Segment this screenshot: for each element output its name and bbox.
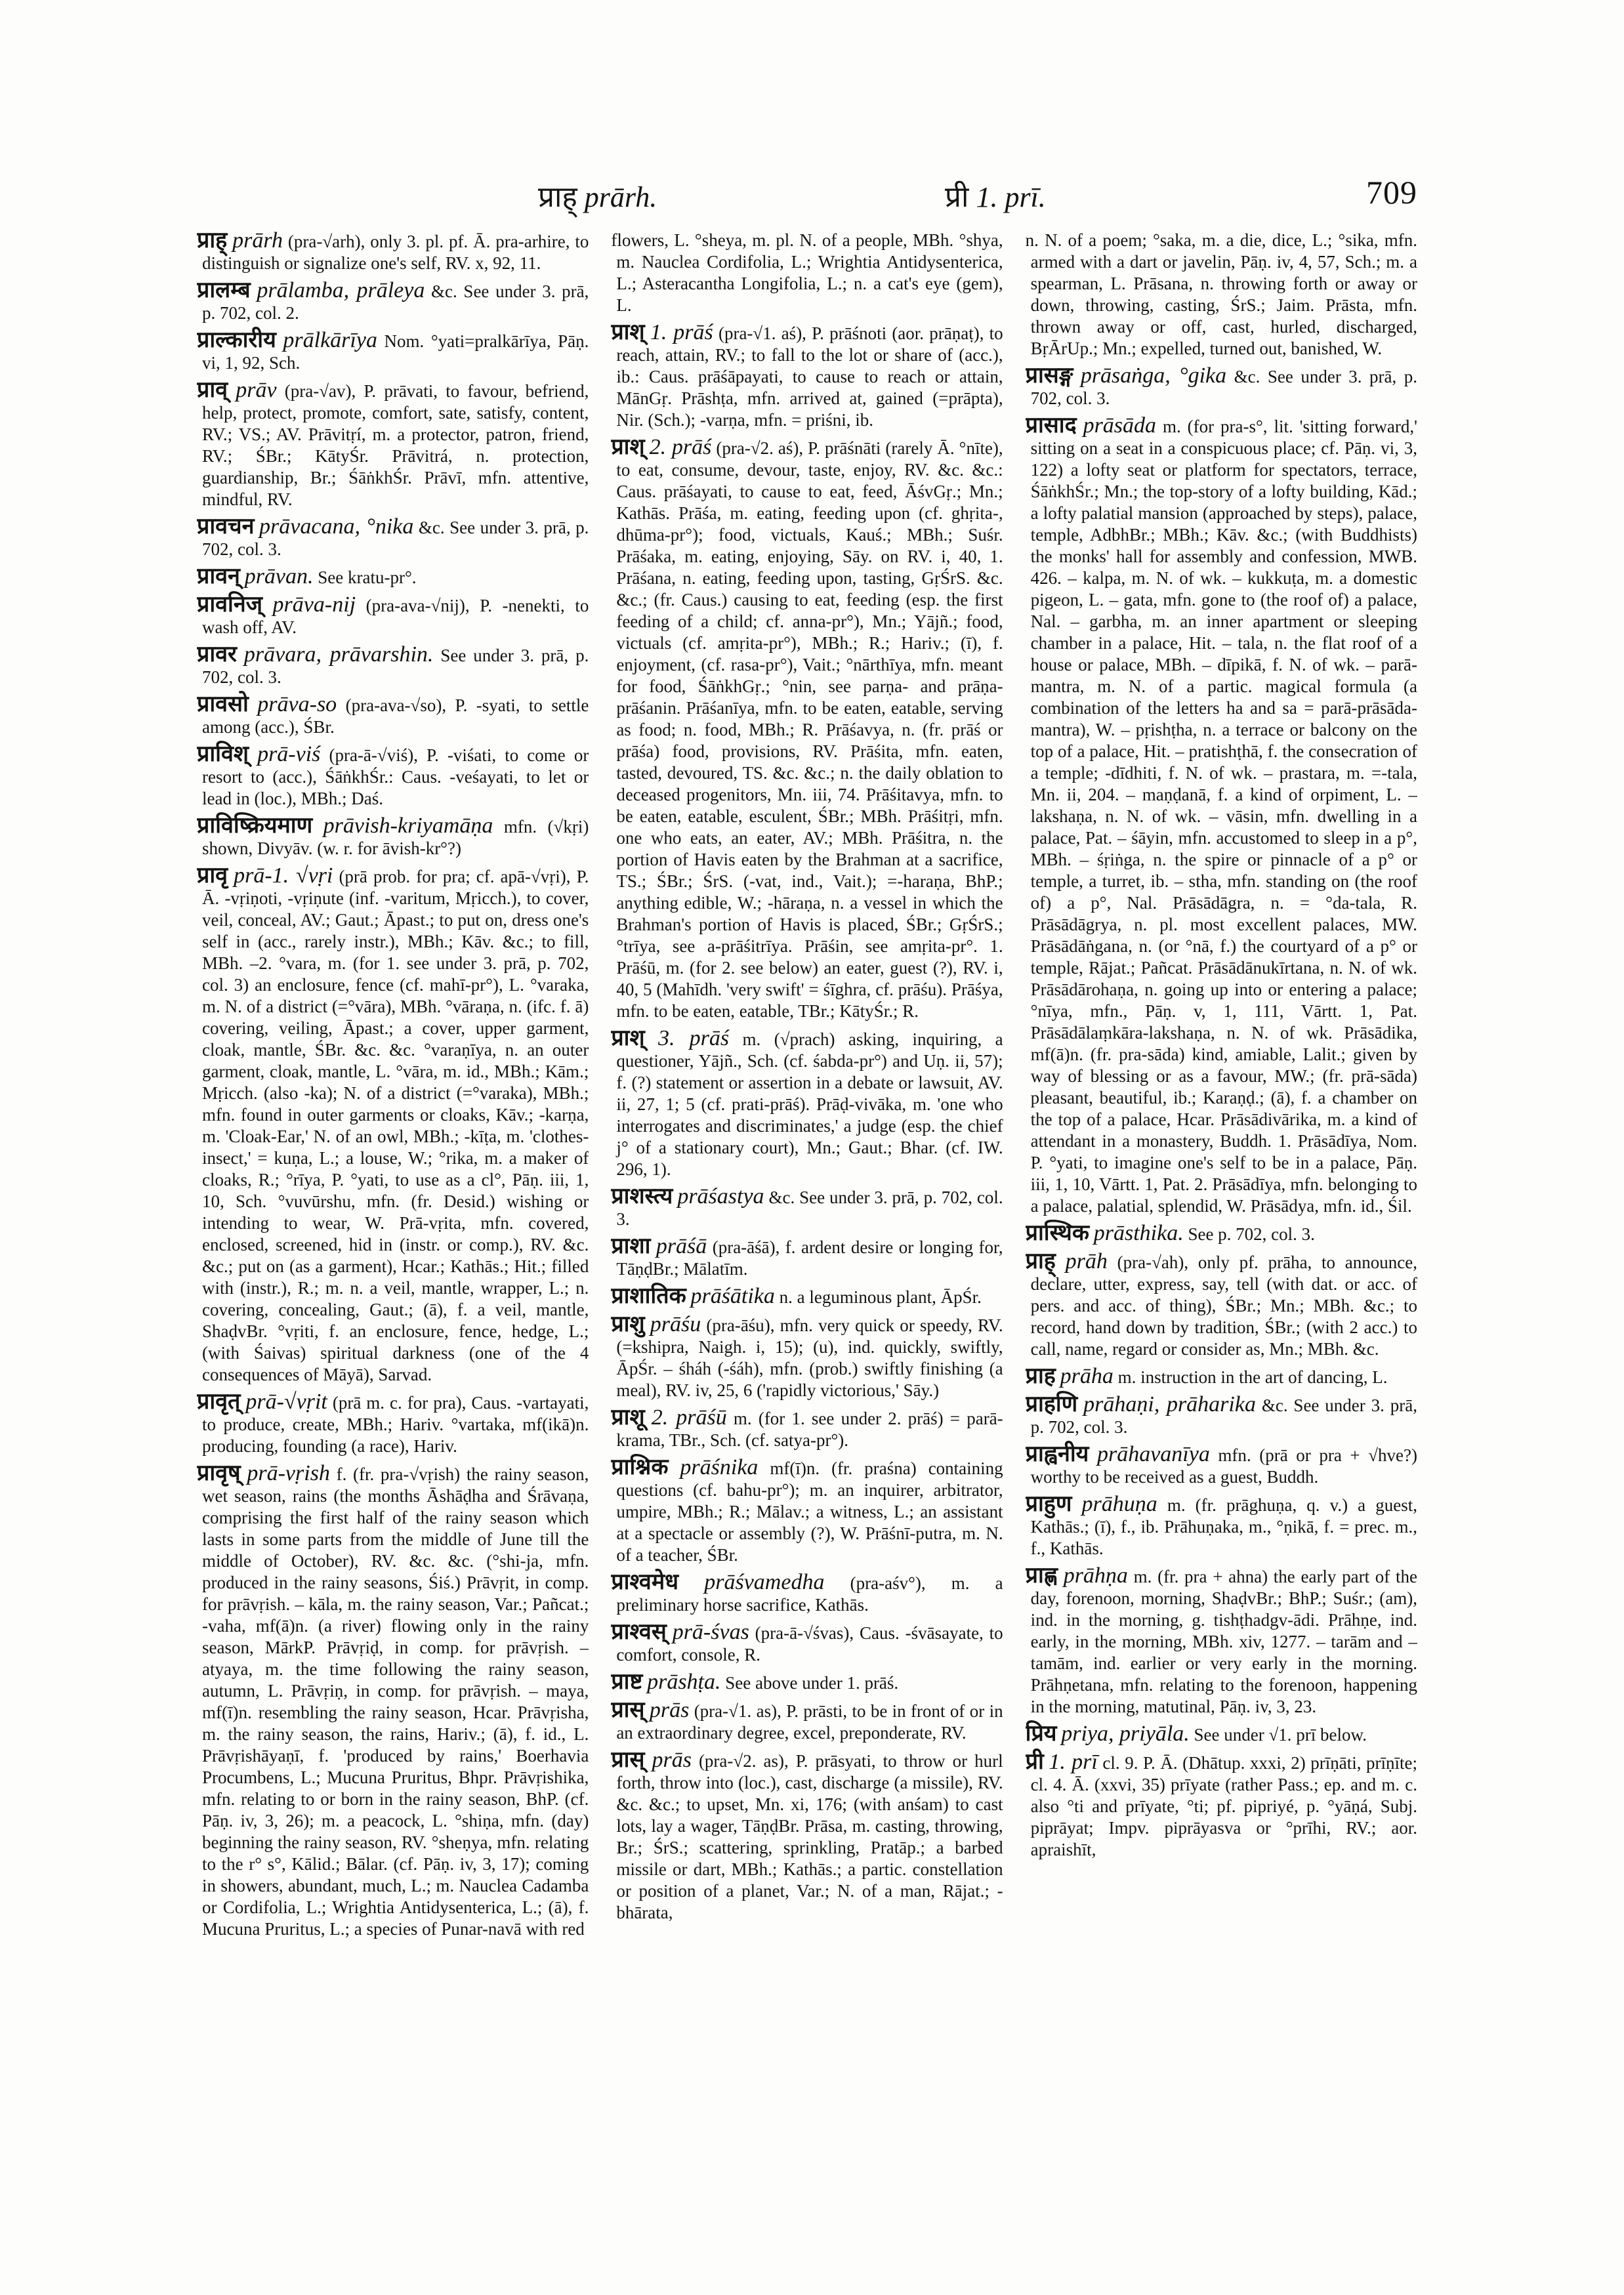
entry-definition: mfn. (√kṛi) shown, Divyāv. (w. r. for āvish-kr°?) [202,817,589,858]
entry-headword: प्रावसो [197,692,249,716]
entry-transliteration: prāh [1065,1249,1108,1273]
dictionary-entry [611,1571,1003,1616]
entry-headword: प्राश्निक [611,1455,669,1479]
dictionary-entry [611,1235,1003,1280]
entry-headword: प्राह् [197,230,228,253]
entry-definition: &c. See under 3. prā, p. 702, col. 3. [616,1188,1003,1229]
entry-headword: प्रास्थिक [1025,1221,1089,1245]
dictionary-entry [197,743,589,810]
entry-headword: प्रावनिज् [197,592,262,617]
entry-headword: प्रास् [611,1748,645,1772]
dictionary-entry [1026,1365,1417,1388]
entry-transliteration: prās [652,1748,692,1772]
entry-headword: प्राश् [611,435,645,459]
dictionary-entry [611,1407,1003,1451]
entry-definition: m. instruction in the art of dancing, L. [1117,1367,1388,1387]
entry-headword: प्राविश् [197,742,249,766]
entry-headword: प्राह्वनीय [1025,1442,1089,1466]
entry-transliteration: prālamba, prāleya [257,278,425,302]
entry-headword: प्राश् [611,1026,645,1050]
entry-definition: (pra-√ah), only pf. prāha, to announce, declare, utter, express, say, tell (with dat. or acc. of pers. and acc. of thing), ŚBr.; Mn.; MBh. &c.; to record, hand down by tradition, ŚBr.; (with 2 acc.) to call, name, regard or consider as, Mn.; MBh. &c. [1030,1252,1417,1359]
entry-headword: प्रासाद [1025,413,1077,438]
dictionary-entry [1026,1251,1417,1360]
entry-headword: प्रालम्ब [197,278,251,302]
entry-headword: प्रासङ्ग [1025,363,1073,388]
dictionary-entry [1026,230,1417,360]
dictionary-entry [197,379,589,510]
entry-transliteration: prāśnika [680,1455,759,1479]
entry-transliteration: prārh [232,230,283,253]
entry-headword: प्राशातिक [611,1284,686,1308]
entry-headword: प्रावृ [197,863,228,888]
dictionary-entry [1026,1443,1417,1488]
entry-definition: m. (√prach) asking, inquiring, a questioner, Yājñ., Sch. (cf. śabda-pr°) and Uṇ. ii, 57); f. (?) statement or assertion in a debate or lawsuit, AV. ii, 27, 1; 5 (cf. prati-prāś). Prāḍ-vivāka, m. 'one who interrogates and discriminates,' a judge (esp. the chief j° of a stationary court), Mn.; Gaut.; Bhar. (cf. IW. 296, 1). [616,1029,1003,1179]
entry-definition: See under 3. prā, p. 702, col. 3. [202,646,589,687]
entry-definition: (prā m. c. for pra), Caus. -vartayati, to produce, create, MBh.; Hariv. °vartaka, mf(ikā)n. producing, founding (a race), Hariv. [202,1393,589,1456]
entry-headword: प्री [1025,1750,1044,1774]
dictionary-entry [197,1462,589,1940]
entry-transliteration: prāvara, prāvarshin. [243,642,434,667]
entry-definition: See kratu-pr°. [318,568,417,587]
entry-headword: प्रास् [611,1698,645,1722]
dictionary-entry [1026,365,1417,409]
entry-transliteration: prāva-so [257,692,337,716]
entry-headword: प्राहुण [1025,1492,1072,1516]
entry-definition: mfn. (prā or pra + √hve?) worthy to be received as a guest, Buddh. [1030,1445,1417,1487]
entry-headword: प्राह्ण [1025,1563,1058,1588]
running-head-center-deva: प्री [945,181,969,213]
entry-definition: See above under 1. prāś. [725,1673,899,1693]
entry-headword: प्रावर [197,642,237,667]
running-head-left [538,176,657,215]
dictionary-entry [611,1313,1003,1401]
entry-transliteration: prā-viś [257,742,321,766]
entry-transliteration: prāvan. [244,564,314,589]
dictionary-entry [611,1457,1003,1566]
entry-transliteration: prāhaṇi, prāharika [1083,1392,1256,1416]
dictionary-entry [1026,1493,1417,1560]
entry-headword: प्राहणि [1025,1392,1078,1416]
entry-transliteration: 1. prāś [650,320,713,344]
dictionary-entry [1026,415,1417,1217]
dictionary-entry [611,1749,1003,1924]
dictionary-entry [197,516,589,560]
entry-transliteration: prāshṭa. [647,1670,721,1694]
dictionary-entry [611,436,1003,1022]
entry-definition: (pra-ava-√so), P. -syati, to settle among (acc.), ŚBr. [202,695,589,737]
entry-headword: प्राह [1025,1364,1056,1388]
entry-headword: प्राव् [197,378,228,402]
entry-definition: cl. 9. P. Ā. (Dhātup. xxxi, 2) prīṇāti, prīṇīte; cl. 4. Ā. (xxvi, 35) prīyate (rather Pass.; ep. and m. c. also °ti and prīyate, °ti; pf. pipriyé, p. °yāṇá, Subj. piprāyat; Impv. piprāyasva or °prīhi, RV.; aor. apraishīt, [1030,1753,1417,1859]
page-header [197,176,1417,222]
entry-transliteration: prāśā [656,1234,707,1258]
running-head-left-deva: प्राह् [538,181,577,213]
entry-transliteration: prālkārīya [283,328,377,352]
entry-definition: (pra-āśā), f. ardent desire or longing for, TāṇḍBr.; Mālatīm. [616,1237,1003,1279]
entry-headword: प्राश्वस् [611,1620,667,1644]
running-head-left-translit: prārh. [584,181,657,213]
entry-definition: (pra-ā-√śvas), Caus. -śvāsayate, to comfort, console, R. [616,1623,1003,1664]
entry-definition: m. (for pra-s°, lit. 'sitting forward,' sitting on a seat in a conspicuous place; cf. Pāṇ. vi, 3, 122) a lofty seat or platform for spectators, terrace, ŚāṅkhŚr.; Mn.; the top-story of a lofty building, Kād.; a lofty palatial mansion (approached by steps), palace, temple, AdbhBr.; MBh.; Kāv. &c.; (with Buddhists) the monks' hall for assembly and confession, MWB. 426. – kalpa, m. N. of wk. – kukkuṭa, m. a domestic pigeon, L. – gata, mfn. gone to (the roof of) a palace, Nal. – garbha, m. an inner apartment or sleeping chamber in a palace, Hit. – tala, n. the flat roof of a house or palace, MBh. – dīpikā, f. N. of wk. – parā-mantra, m. N. of a partic. magical formula (a combination of the letters ha and sa = parā-prāsāda-mantra), W. – pṛishṭha, n. a terrace or balcony on the top of a palace, Hit. – pratishṭhā, f. the consecration of a temple; -dīdhiti, f. N. of wk. – prastara, m. =-tala, Mn. ii, 204. – maṇḍanā, f. a kind of orpiment, L. – lakshaṇa, n. N. of wk. – vāsin, mfn. dwelling in a palace, Pat. – śāyin, mfn. accustomed to sleep in a p°, MBh. – śṛiṅga, n. the spire or pinnacle of a p° or temple, a turret, ib. – stha, mfn. standing on (the roof of) a p°, Nal. Prāsādāgra, n. = °da-tala, R. Prāsādāgrya, n. pl. most excellent palaces, MW. Prāsādāṅgana, n. (or °nā, f.) the courtyard of a p° or temple, Rājat.; Pañcat. Prāsādānukīrtana, n. N. of wk. Prāsādārohaṇa, n. going up into or entering a palace; °nīya, mfn., Pāṇ. v, 1, 111, Vārtt. 1, Pat. Prāsādālaṃkāra-lakshaṇa, n. N. of wk. Prāsādika, mf(ā)n. (fr. pra-sāda) kind, amiable, Lalit.; given by way of blessing or as a favour, MW.; (fr. prā-sāda) pleasant, beautiful, ib.; Karaṇḍ.; (ā), f. a chamber on the top of a palace, Hcar. Prāsādivārika, m. a kind of attendant in a monastery, Buddh. 1. Prāsādīya, Nom. P. °yati, to imagine one's self to be in a palace, Pāṇ. iii, 1, 10, Vārtt. 1, Pat. 2. Prāsādīya, mfn. belonging to a palace, palatial, splendid, W. Prāsādya, mfn. id., Śil. [1030,417,1417,1216]
entry-definition: &c. See under 3. prā, p. 702, col. 3. [1030,367,1417,408]
dictionary-entry [611,321,1003,431]
entry-headword: प्राशस्त्य [611,1184,673,1209]
running-head-center-translit: 1. prī. [976,181,1046,213]
entry-headword: प्रावृत् [197,1390,241,1414]
entry-definition: mf(ī)n. (fr. praśna) containing questions (cf. bahu-pr°); m. an inquirer, arbitrator, umpire, MBh.; R.; Mālav.; a witness, L.; an assistant at a spectacle or assembly (?), W. Prāśnī-putra, m. N. of a teacher, ŚBr. [616,1458,1003,1565]
entry-transliteration: priya, priyāla. [1061,1722,1190,1746]
entry-definition: &c. See under 3. prā, p. 702, col. 3. [1030,1396,1417,1437]
entry-transliteration: prās [649,1698,690,1722]
entry-headword: प्रिय [1025,1722,1057,1746]
entry-transliteration: prā-√vṛit [245,1390,327,1414]
dictionary-entry [611,1186,1003,1230]
entry-definition: m. (fr. prāghuṇa, q. v.) a guest, Kathās.; (ī), f., ib. Prāhuṇaka, m., °ṇikā, f. = prec. m., f., Kathās. [1030,1495,1417,1558]
column-middle [611,230,1003,2198]
entry-definition: n. N. of a poem; °saka, m. a die, dice, L.; °sika, mfn. armed with a dart or javelin, Pāṇ. iv, 4, 57, Sch.; m. a spearman, L. Prāsana, n. throwing forth or away or down, throwing, casting, ŚrS.; Jaim. Prāsta, mfn. thrown away or off, cast, hurled, discharged, BṛĀrUp.; Mn.; expelled, turned out, banished, W. [1025,230,1417,358]
dictionary-entry [197,693,589,738]
dictionary-entry [611,1285,1003,1308]
dictionary-entry [1026,1222,1417,1245]
entry-definition: (pra-ā-√viś), P. -viśati, to come or resort to (acc.), ŚāṅkhŚr.: Caus. -veśayati, to let or lead in (loc.), MBh.; Daś. [202,745,589,808]
dictionary-entry [611,1621,1003,1666]
entry-definition: &c. See under 3. prā, p. 702, col. 3. [202,518,589,559]
entry-definition: See p. 702, col. 3. [1188,1224,1315,1244]
entry-transliteration: prāsāda [1083,413,1157,438]
dictionary-entry [1026,1565,1417,1718]
entry-definition: (pra-ava-√nij), P. -nenekti, to wash off, AV. [202,596,589,637]
entry-headword: प्रावृष् [197,1461,241,1485]
entry-headword: प्रावचन [197,514,255,539]
entry-transliteration: prāvish-kriyamāṇa [323,814,493,838]
dictionary-entry [1026,1394,1417,1438]
entry-transliteration: prā-śvas [672,1620,749,1644]
entry-transliteration: prāśu [650,1312,701,1336]
entry-definition: f. (fr. pra-√vṛish) the rainy season, wet season, rains (the months Āshāḍha and Śrāvaṇa, comprising the first half of the rainy season which lasts in some parts from the middle of June till the middle of October), RV. &c. &c. (°shi-ja, mfn. produced in the rainy seasons, Śiś.) Prāvṛit, in comp. for prāvṛish. – kāla, m. the rainy season, Var.; Pañcat.; -vaha, mf(ā)n. (a river) flowing only in the rainy season, MārkP. Prāvṛiḍ, in comp. for prāvṛish. – atyaya, m. the time following the rainy season, autumn, L. Prāvṛiṇ, in comp. for prāvṛish. – maya, mf(ī)n. resembling the rainy season, Hcar. Prāvṛisha, m. the rainy season, the rains, Hariv.; (ā), f. id., L. Prāvṛishāyaṇī, f. 'produced by rains,' Boerhavia Procumbens, L.; Mucuna Pruritus, Bhpr. Prāvṛishika, mfn. relating to or born in the rainy season, BhP. (cf. Pāṇ. iv, 3, 26); m. a peacock, L. °shiṇa, mfn. (day) beginning the rainy season, RV. °sheṇya, mfn. relating to the r° s°, Kālid.; Bālar. (cf. Pāṇ. iv, 3, 17); coming in showers, abundant, much, L.; m. Nauclea Cadamba or Cordifolia, L.; Wrightia Antidysenterica, L.; (ā), f. Mucuna Pruritus, L.; a species of Punar-navā with red [202,1464,589,1939]
entry-definition: (pra-aśv°), m. a preliminary horse sacrifice, Kathās. [616,1573,1003,1615]
entry-definition: See under √1. prī below. [1194,1725,1367,1745]
entry-headword: प्राश्वमेध [611,1570,679,1594]
dictionary-entry [1026,1751,1417,1861]
entry-transliteration: prā-1. √vṛi [234,863,333,888]
entry-headword: प्राशु [611,1312,645,1336]
entry-headword: प्राशा [611,1234,651,1258]
dictionary-columns [197,230,1417,2198]
entry-transliteration: prāha [1060,1364,1114,1388]
entry-transliteration: 2. prāśū [651,1405,727,1430]
dictionary-entry [611,1027,1003,1180]
entry-transliteration: prāhavanīya [1096,1442,1210,1466]
entry-transliteration: prāsaṅga, °gika [1080,363,1227,388]
entry-headword: प्राष्ट [611,1670,643,1694]
entry-definition: Nom. °yati=pralkārīya, Pāṇ. vi, 1, 92, Sch. [202,331,589,373]
entry-definition: (prā prob. for pra; cf. apā-√vṛi), P. Ā. -vṛiṇoti, -vṛiṇute (inf. -varitum, Mṛicch.), to cover, veil, conceal, AV.; Gaut.; Āpast.; to put on, dress one's self in (acc., rarely instr.), MBh.; Kāv. &c.; to fill, MBh. –2. °vara, m. (for 1. see under 3. prā, p. 702, col. 3) an enclosure, fence (cf. mahī-pr°), L. °varaka, m. N. of a district (=°vāra), MBh. °vāraṇa, n. (ifc. f. ā) covering, veiling, Āpast.; a cover, upper garment, cloak, mantle, ŚBr. &c. &c. °varaṇīya, n. an outer garment, cloak, mantle, L. °vāra, m. id., MBh.; Kām.; Mṛicch. (also -ka); N. of a district (=°varaka), MBh.; mfn. found in outer garments or cloaks, Kāv.; -karṇa, m. 'Cloak-Ear,' N. of an owl, MBh.; -kīṭa, m. 'clothes-insect,' = kuṇa, L.; a louse, W.; °rika, m. a maker of cloaks, R.; °rīya, P. °yati, to use as a cl°, Pāṇ. iii, 1, 10, Sch. °vuvūrshu, mfn. (fr. Desid.) wishing or intending to wear, W. Prā-vṛita, mfn. covered, enclosed, screened, hid in (instr. or comp.), RV. &c. &c.; put on (as a garment), Hcar.; Kathās.; Hit.; filled with (instr.), R.; m. n. a veil, mantle, wrapper, L.; n. covering, concealing, Gaut.; (ā), f. a veil, mantle, ShaḍvBr. °vṛiti, f. an enclosure, fence, hedge, L.; (with Śaivas) spiritual darkness (one of the 4 consequences of Māyā), Sarvad. [202,867,589,1384]
entry-transliteration: prāvacana, °nika [259,514,414,539]
entry-transliteration: prāva-nij [272,592,356,617]
entry-definition: (pra-√av), P. prāvati, to favour, befriend, help, protect, promote, comfort, sate, satisfy, content, RV.; VS.; AV. Prāvitṛí, m. a protector, patron, friend, RV.; ŚBr.; KātyŚr. Prāvitrá, n. protection, guardianship, Br.; ŚāṅkhŚr. Prāvī, mfn. attentive, mindful, RV. [202,381,589,509]
dictionary-entry [611,230,1003,316]
entry-headword: प्राल्कारीय [197,328,276,352]
entry-definition: (pra-āśu), mfn. very quick or speedy, RV. (=kshipra, Naigh. i, 15); (u), ind. quickly, swiftly, ĀpŚr. – śháh (-śáh), mfn. (prob.) swiftly finishing (a meal), RV. iv, 25, 6 ('rapidly victorious,' Sāy.) [616,1315,1003,1400]
dictionary-entry [197,279,589,324]
dictionary-entry [611,1699,1003,1744]
entry-definition: (pra-√1. aś), P. prāśnoti (aor. prāṇaṭ), to reach, attain, RV.; to fall to the lot or share of (acc.), ib.: Caus. prāśāpayati, to cause to reach or attain, MānGṛ. Prāshṭa, mfn. arrived at, gained (=prāpta), Nir. (Sch.); -varṇa, mfn. = priśni, ib. [616,323,1003,430]
dictionary-entry [611,1671,1003,1694]
dictionary-entry [197,865,589,1386]
running-head-center [945,176,1046,215]
entry-headword: प्रावन् [197,564,240,589]
entry-transliteration: prāsthika. [1093,1221,1184,1245]
entry-transliteration: 2. prāś [649,435,712,459]
entry-transliteration: 3. prāś [658,1026,730,1050]
dictionary-entry [1026,1723,1417,1746]
entry-headword: प्राशू [611,1405,645,1430]
entry-transliteration: prā-vṛish [247,1461,330,1485]
dictionary-entry [197,594,589,638]
entry-transliteration: prāhṇa [1063,1563,1128,1588]
entry-definition: m. (fr. pra + ahna) the early part of the day, forenoon, morning, ShaḍvBr.; BhP.; Suśr.; (am), ind. in the morning, g. tishṭhadgv-ādi. Prāhṇe, ind. early, in the morning, MBh. xiv, 1277. – tarām and – tamām, ind. earlier or very early in the morning. Prāhṇetana, mfn. relating to the forenoon, happening in the morning, matutinal, Pāṇ. iv, 3, 23. [1030,1567,1417,1716]
entry-transliteration: prāhuṇa [1081,1492,1157,1516]
entry-definition: &c. See under 3. prā, p. 702, col. 2. [202,281,589,323]
entry-headword: प्राह् [1025,1249,1056,1273]
dictionary-entry [197,815,589,859]
dictionary-entry [197,566,589,589]
entry-transliteration: 1. prī [1049,1750,1098,1774]
entry-headword: प्राविष्क्रियमाण [197,814,313,838]
entry-definition: (pra-√arh), only 3. pl. pf. Ā. pra-arhire, to distinguish or signalize one's self, RV. x, 92, 11. [202,232,589,273]
entry-headword: प्राश् [611,320,645,344]
entry-transliteration: prāśastya [677,1184,764,1209]
dictionary-entry [197,1391,589,1457]
entry-definition: (pra-√1. as), P. prāsti, to be in front of or in an extraordinary degree, excel, preponderate, RV. [616,1701,1003,1743]
entry-definition: m. (for 1. see under 2. prāś) = parā-krama, TBr., Sch. (cf. satya-pr°). [616,1409,1003,1450]
dictionary-entry [197,329,589,374]
entry-definition: (pra-√2. as), P. prāsyati, to throw or hurl forth, throw into (loc.), cast, discharge (a missile), RV. &c. &c.; to upset, Mn. xi, 176; (with anśam) to cast lots, lay a wager, TāṇḍBr. Prāsa, m. casting, throwing, Br.; ŚrS.; scattering, sprinkling, Pratāp.; a barbed missile or dart, MBh.; Kathās.; a partic. constellation or position of a planet, Var.; N. of a man, Rājat.; -bhārata, [616,1751,1003,1922]
dictionary-entry [197,644,589,688]
entry-transliteration: prāv [236,378,277,402]
column-right [1026,230,1417,2198]
entry-definition: flowers, L. °sheya, m. pl. N. of a people, MBh. °shya, m. Nauclea Cordifolia, L.; Wrightia Antidysenterica, L.; Asteracantha Longifolia, L.; n. a cat's eye (gem), L. [611,230,1003,315]
dictionary-entry [197,230,589,274]
page-number: 709 [1366,174,1417,211]
entry-transliteration: prāśvamedha [704,1570,825,1594]
entry-transliteration: prāśātika [690,1284,775,1308]
entry-definition: n. a leguminous plant, ĀpŚr. [779,1287,982,1307]
column-left [197,230,589,2198]
entry-definition: (pra-√2. aś), P. prāśnāti (rarely Ā. °nīte), to eat, consume, devour, taste, enjoy, RV. &c. &c.: Caus. prāśayati, to cause to eat, feed, ĀśvGṛ.; Mn.; Kathās. Prāśa, m. eating, feeding upon (cf. ghṛita-, dhūma-pr°); food, victuals, Kauś.; MBh.; Suśr. Prāśaka, m. eating, enjoying, Sāy. on RV. i, 40, 1. Prāśana, n. eating, feeding upon, tasting, GṛŚrS. &c. &c.; (fr. Caus.) causing to eat, feeding (esp. the first feeding of a child; cf. anna-pr°), Mn.; Yājñ.; food, victuals (cf. amṛita-pr°), MBh.; R.; Hariv.; (ī), f. enjoyment, (cf. rasa-pr°), Vait.; °nārthīya, mfn. meant for food, ŚāṅkhGṛ.; °nin, see parṇa- and prāṇa-prāśanin. Prāśanīya, mfn. to be eaten, eatable, serving as food; n. food, MBh.; R. Prāśavya, n. (fr. prāś or prāśa) food, provisions, RV. Prāśita, mfn. eaten, tasted, devoured, TS. &c. &c.; n. the daily oblation to deceased progenitors, Mn. iii, 74. Prāśitavya, mfn. to be eaten, eatable, esculent, ŚBr.; MBh. Prāśitṛi, mfn. one who eats, an eater, AV.; MBh. Prāśitra, n. the portion of Havis eaten by the Brahman at a sacrifice, TS.; ŚBr.; ŚrS. (-vat, ind., Vait.); =-haraṇa, BhP.; anything edible, W.; -hāraṇa, n. a vessel in which the Brahman's portion of Havis is placed, ŚBr.; GṛŚrS.; °trīya, see a-prāśitrīya. Prāśin, see amṛita-pr°. 1. Prāśū, m. (for 2. see below) an eater, guest (?), RV. i, 40, 5 (Mahīdh. 'very swift' = śīghra, cf. prāśu). Prāśya, mfn. to be eaten, eatable, TBr.; KātyŚr.; R. [616,438,1003,1021]
